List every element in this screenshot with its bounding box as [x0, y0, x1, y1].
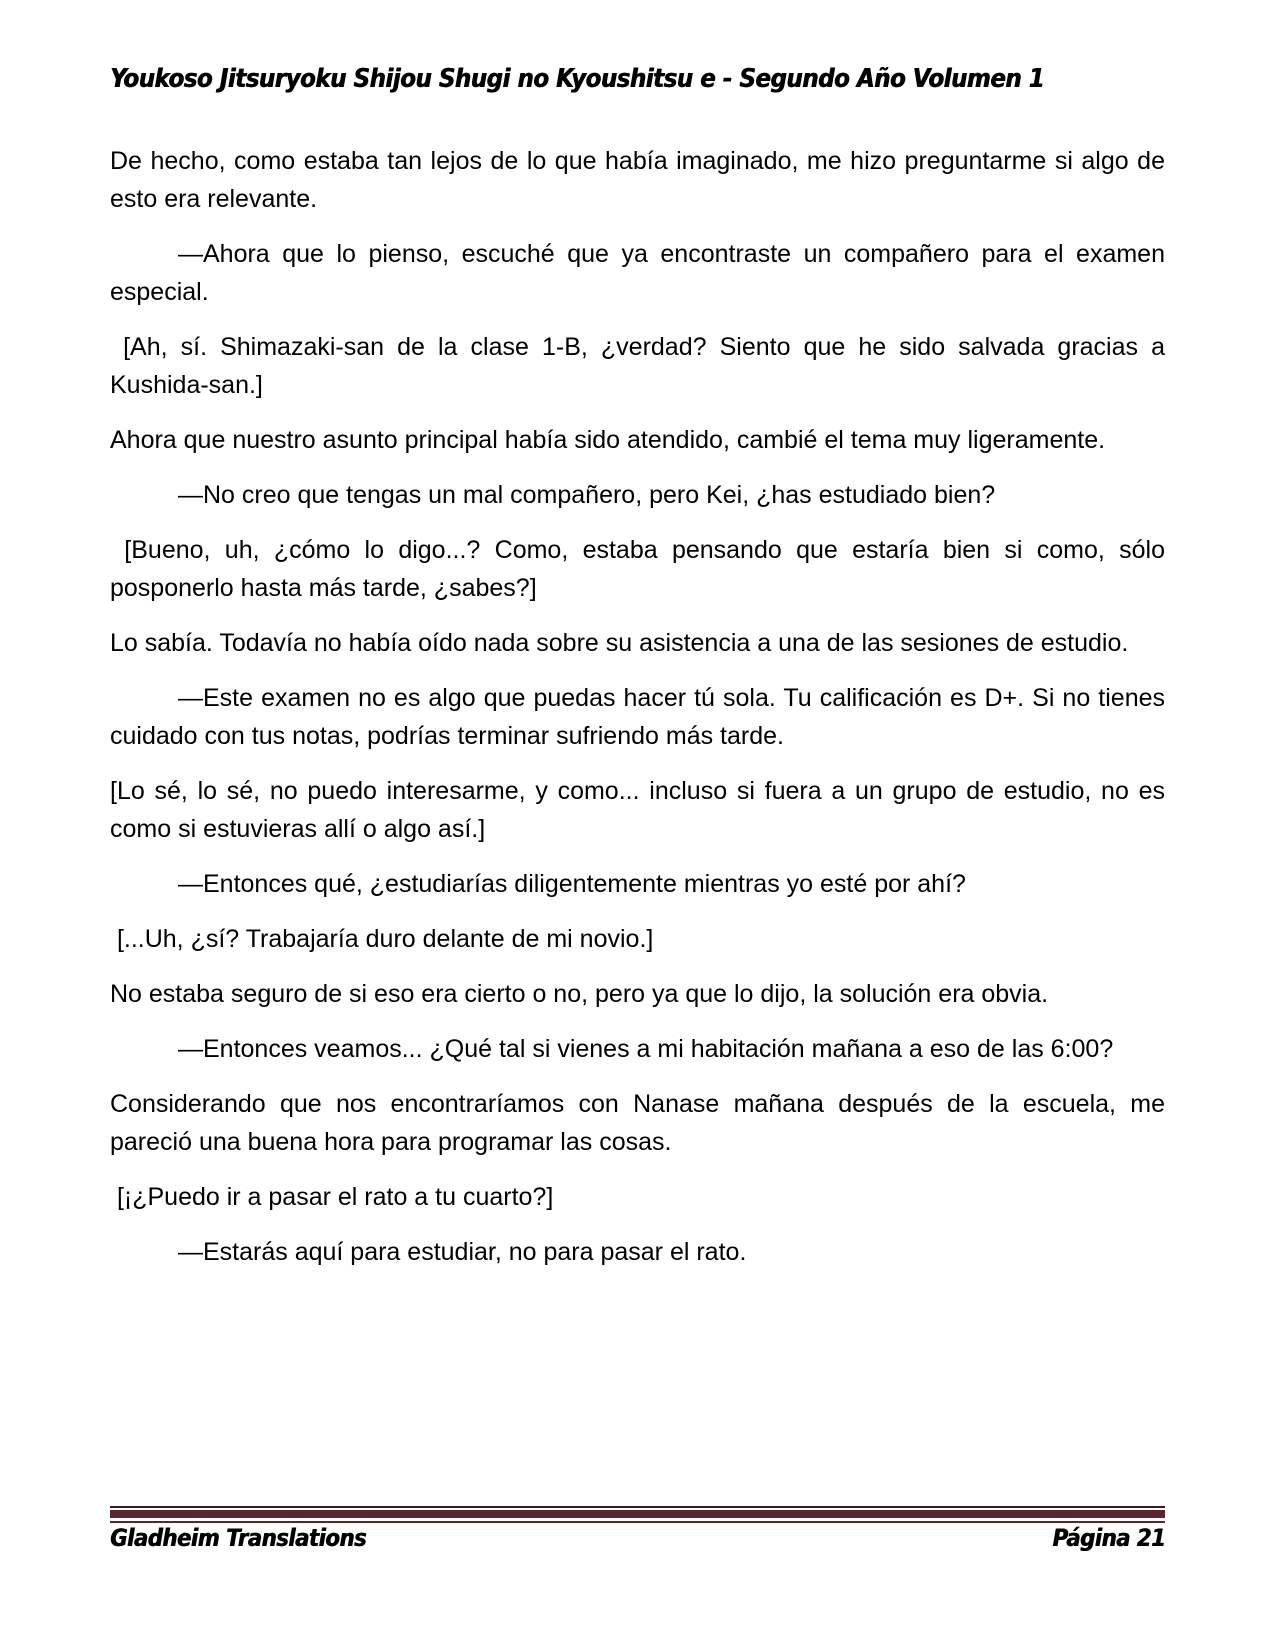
paragraph: [Lo sé, lo sé, no puedo interesarme, y como... incluso si fuera a un grupo de estudio, no es como si estuvieras allí o algo así.] [110, 777, 1165, 843]
paragraph: —No creo que tengas un mal compañero, pero Kei, ¿has estudiado bien? [178, 481, 996, 509]
paragraph: [Ah, sí. Shimazaki-san de la clase 1-B, ¿verdad? Siento que he sido salvada gracias a Kushida-san.] [110, 333, 1165, 399]
paragraph: —Este examen no es algo que puedas hacer tú sola. Tu calificación es D+. Si no tienes cuidado con tus notas, podrías terminar sufriendo más tarde. [110, 684, 1165, 750]
paragraph: —Ahora que lo pienso, escuché que ya encontraste un compañero para el examen especial. [110, 240, 1165, 306]
paragraph: [...Uh, ¿sí? Trabajaría duro delante de mi novio.] [110, 925, 654, 953]
paragraph: Considerando que nos encontraríamos con Nanase mañana después de la escuela, me pareció una buena hora para programar las cosas. [110, 1090, 1165, 1156]
page-title: Youkoso Jitsuryoku Shijou Shugi no Kyoushitsu e - Segundo Año Volumen 1 [110, 64, 1045, 94]
paragraph: [¡¿Puedo ir a pasar el rato a tu cuarto?] [110, 1183, 554, 1211]
footer-divider [110, 1506, 1165, 1523]
paragraph: Lo sabía. Todavía no había oído nada sobre su asistencia a una de las sesiones de estudio. [110, 629, 1129, 657]
footer-divider-thin-top-line [110, 1506, 1165, 1508]
footer-translator-credit: Gladheim Translations [110, 1524, 366, 1552]
document-body [110, 142, 1165, 1288]
paragraph: [Bueno, uh, ¿cómo lo digo...? Como, estaba pensando que estaría bien si como, sólo posponerlo hasta más tarde, ¿sabes?] [110, 536, 1165, 602]
footer-divider-thick-line [110, 1510, 1165, 1518]
paragraph: De hecho, como estaba tan lejos de lo que había imaginado, me hizo preguntarme si algo de esto era relevante. [110, 147, 1165, 213]
paragraph: No estaba seguro de si eso era cierto o no, pero ya que lo dijo, la solución era obvia. [110, 980, 1049, 1008]
paragraph: —Estarás aquí para estudiar, no para pasar el rato. [178, 1238, 747, 1266]
footer-page-number: Página 21 [1052, 1524, 1165, 1552]
page-header [110, 64, 1165, 94]
paragraph: —Entonces veamos... ¿Qué tal si vienes a mi habitación mañana a eso de las 6:00? [178, 1035, 1114, 1063]
paragraph: —Entonces qué, ¿estudiarías diligentemente mientras yo esté por ahí? [178, 870, 966, 898]
footer-divider-thin-bottom-line [110, 1521, 1165, 1523]
paragraph: Ahora que nuestro asunto principal había sido atendido, cambié el tema muy ligeramente. [110, 426, 1106, 454]
page-footer [110, 1524, 1165, 1552]
